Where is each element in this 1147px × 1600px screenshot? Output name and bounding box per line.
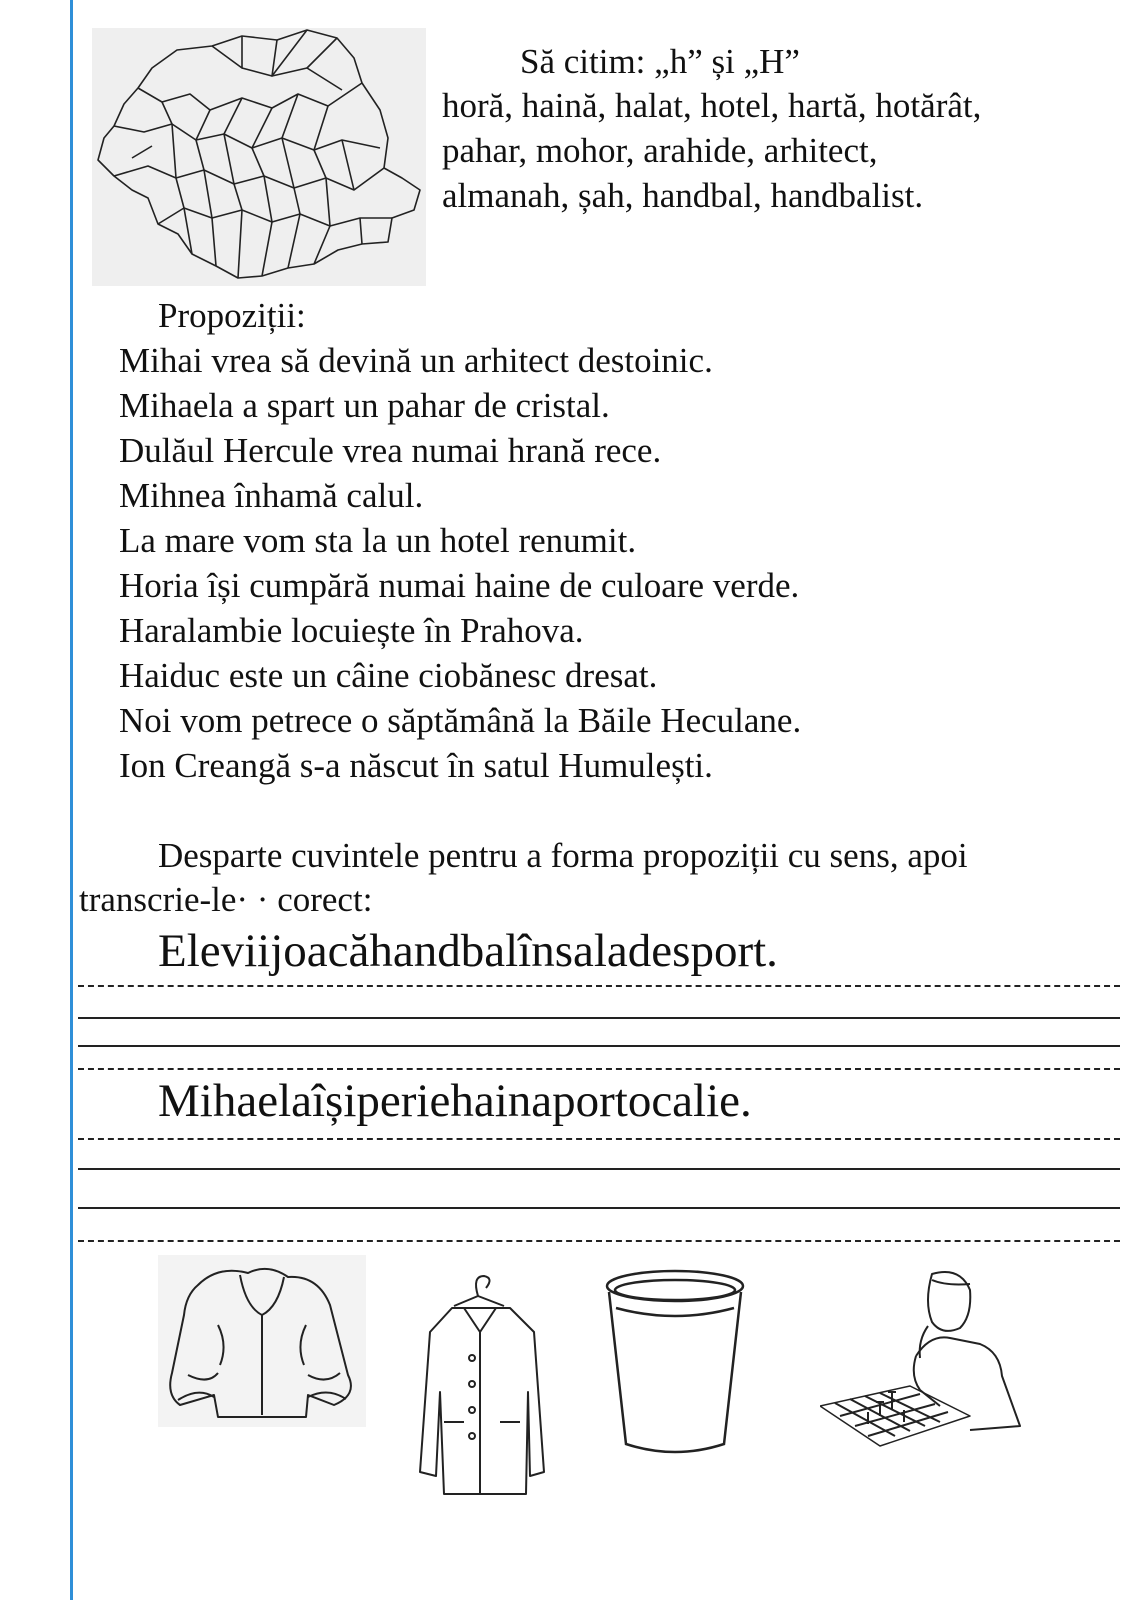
reading-words-line-1: horă, haină, halat, hotel, hartă, hotărât, [442, 86, 982, 125]
map-of-romania [92, 28, 426, 286]
sentence-item: Haralambie locuiește în Prahova. [119, 611, 584, 650]
writing-line-solid [78, 1207, 1120, 1209]
sentence-item: Dulăul Hercule vrea numai hrană rece. [119, 431, 662, 470]
sentence-item: Haiduc este un câine ciobănesc dresat. [119, 656, 658, 695]
writing-line-dashed [78, 985, 1120, 987]
reading-words-line-3: almanah, șah, handbal, handbalist. [442, 176, 924, 215]
boy-playing-chess-icon [820, 1266, 1030, 1460]
sentence-item: La mare vom sta la un hotel renumit. [119, 521, 637, 560]
sentences-heading: Propoziții: [158, 296, 306, 335]
coat-on-hanger-icon [414, 1272, 550, 1500]
map-drawing [92, 28, 426, 286]
sentence-item: Mihaela a spart un pahar de cristal. [119, 386, 610, 425]
writing-line-dashed [78, 1240, 1120, 1242]
exercise-phrase-2: Mihaelaîșiperiehainaportocalie. [158, 1075, 752, 1127]
reading-title: Să citim: „h” și „H” [520, 42, 800, 81]
writing-line-dashed [78, 1068, 1120, 1070]
writing-line-solid [78, 1168, 1120, 1170]
sentence-item: Horia își cumpără numai haine de culoare verde. [119, 566, 800, 605]
writing-line-solid [78, 1017, 1120, 1019]
sentence-item: Ion Creangă s-a născut în satul Humulești. [119, 746, 713, 785]
fur-jacket-icon [158, 1255, 366, 1427]
sentence-item: Noi vom petrece o săptămână la Băile Heculane. [119, 701, 802, 740]
sentence-item: Mihai vrea să devină un arhitect destoinic. [119, 341, 713, 380]
exercise-instruction-line-2: transcrie-le· · corect: [79, 880, 373, 919]
exercise-phrase-1: Eleviijoacăhandbalînsaladesport. [158, 925, 778, 977]
sentence-item: Mihnea înhamă calul. [119, 476, 424, 515]
cup-icon [604, 1268, 746, 1456]
writing-line-solid [78, 1045, 1120, 1047]
exercise-instruction-line-1: Desparte cuvintele pentru a forma propoziții cu sens, apoi [158, 836, 968, 875]
writing-line-dashed [78, 1138, 1120, 1140]
margin-line [70, 0, 73, 1600]
reading-words-line-2: pahar, mohor, arahide, arhitect, [442, 131, 878, 170]
